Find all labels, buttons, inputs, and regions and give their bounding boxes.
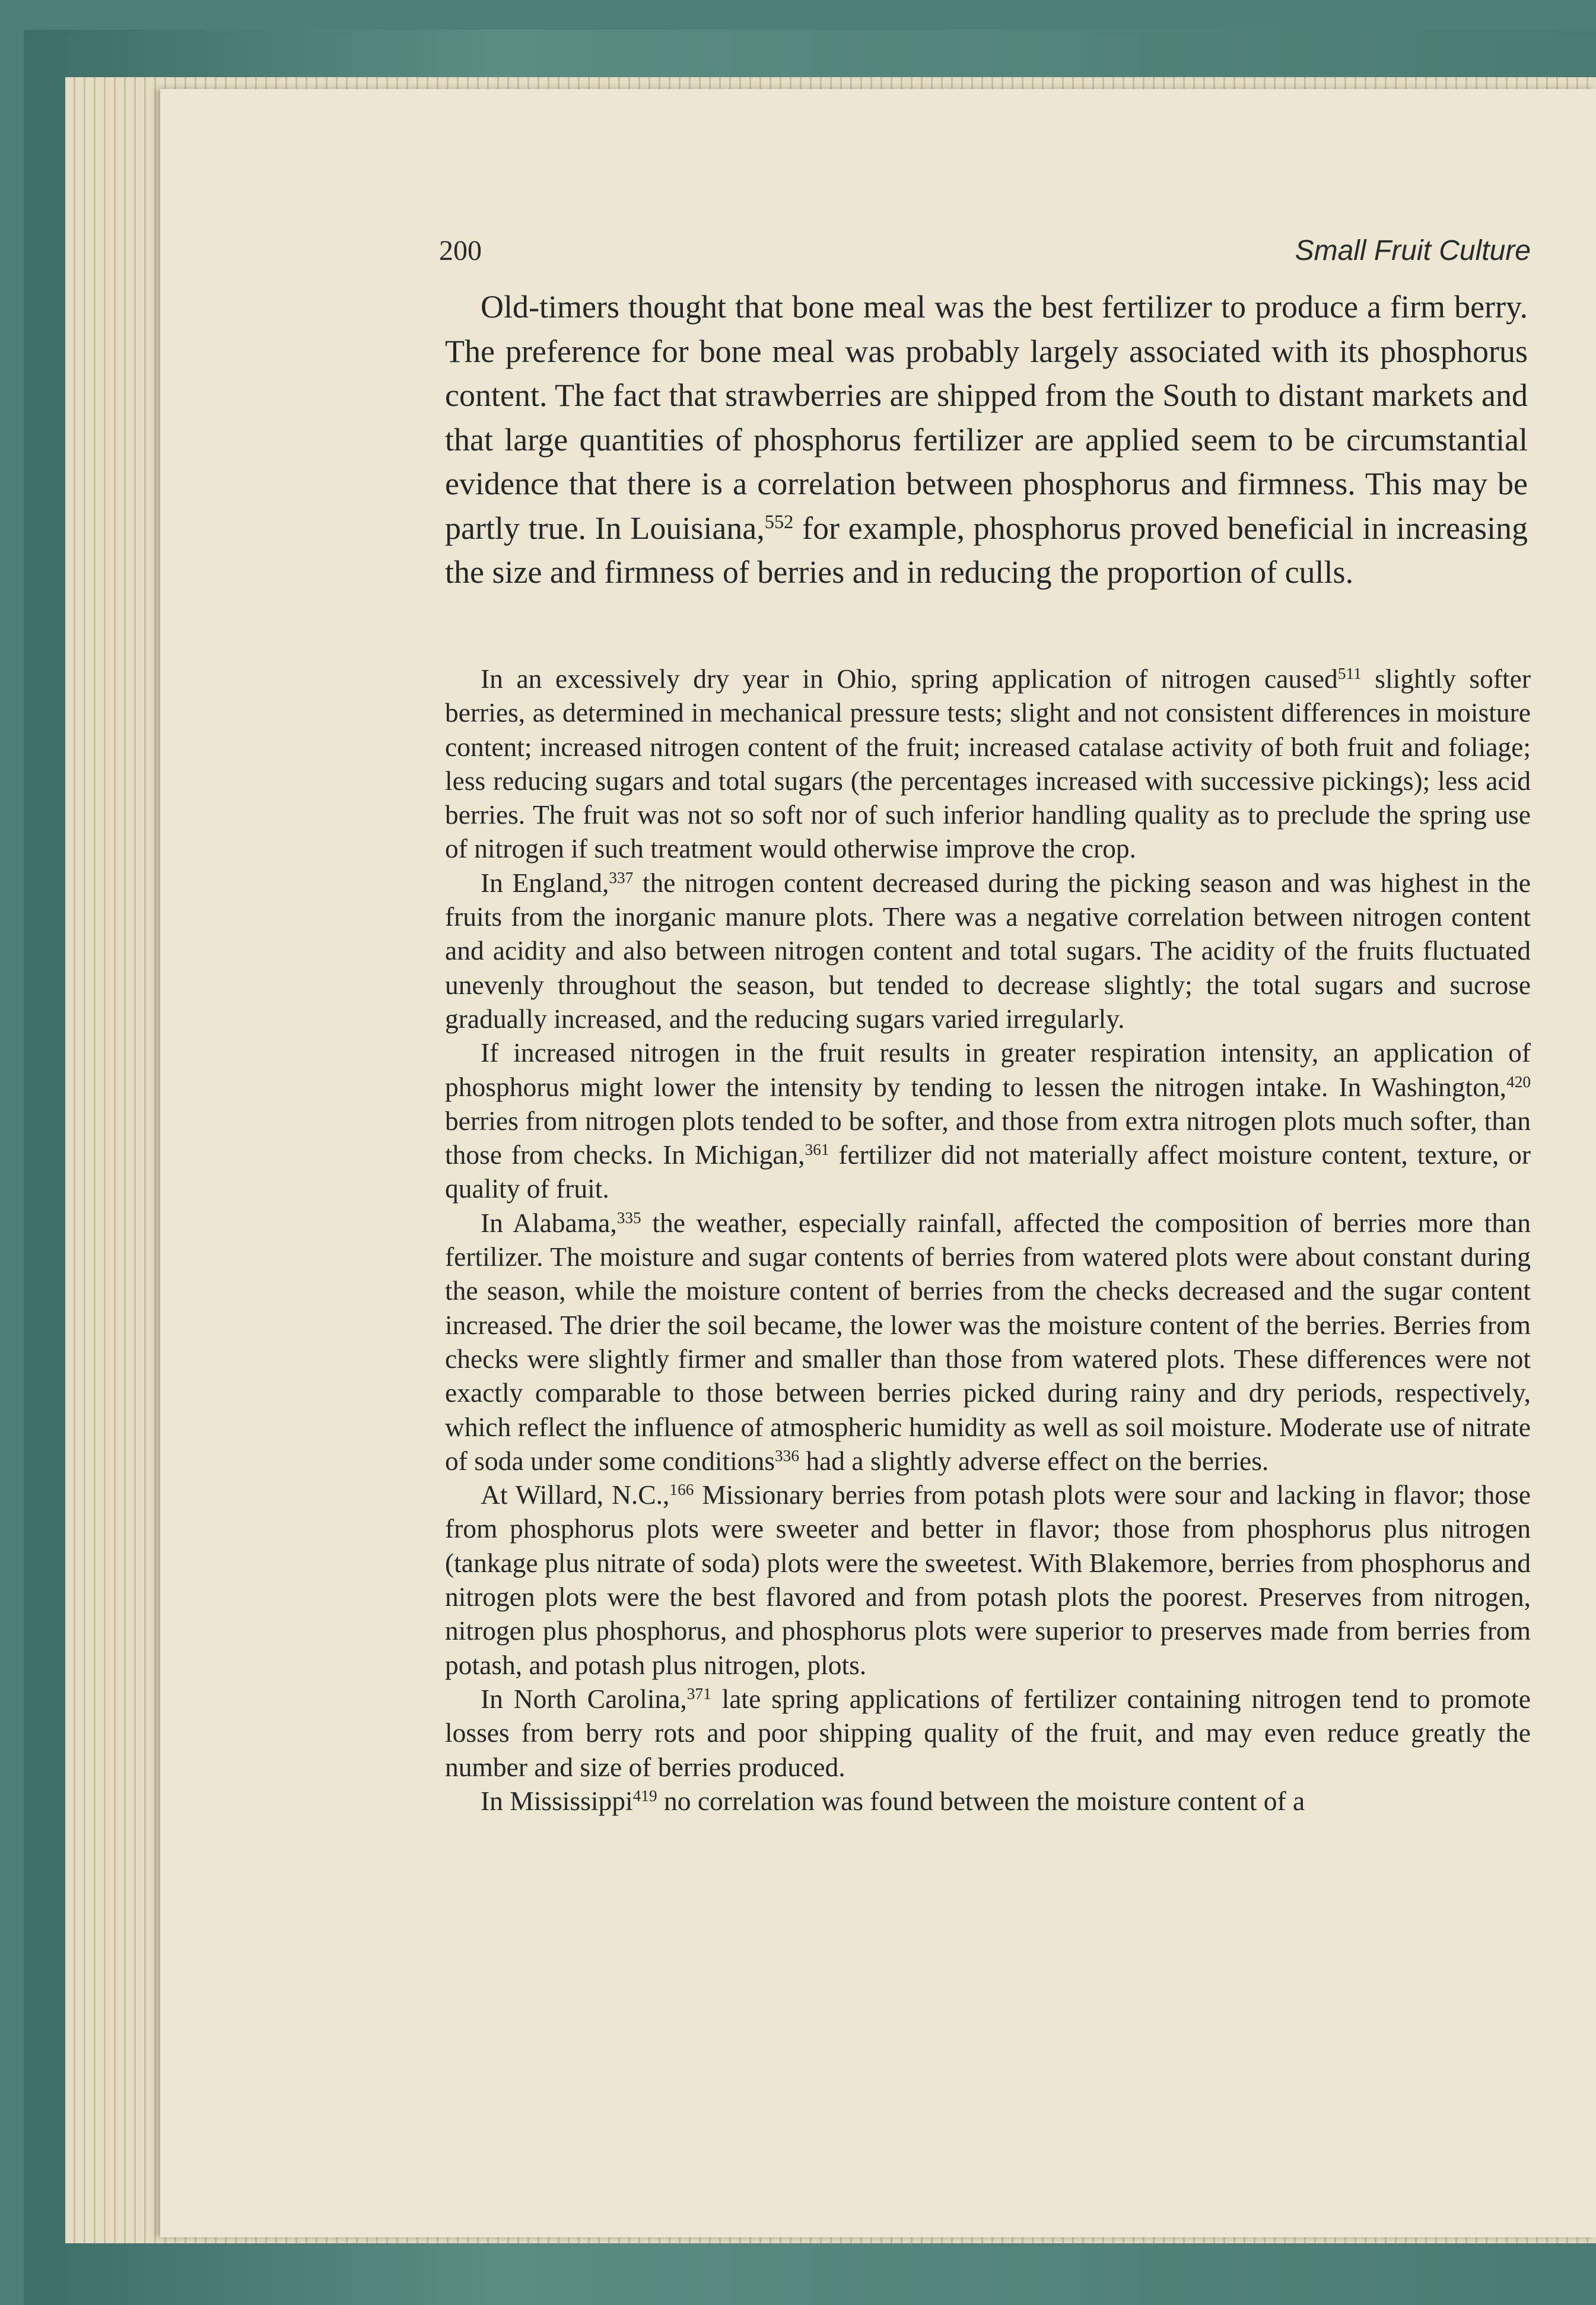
- paragraph-text: no correlation was found between the moisture content of a: [657, 1785, 1305, 1816]
- lead-paragraph: [445, 285, 1528, 595]
- paragraph-willard: [445, 1478, 1531, 1682]
- reference-number: 371: [686, 1684, 711, 1703]
- paragraph-text: berries from nitrogen plots tended to be softer, and those from extra nitrogen plots much softer, than those from checks. In Michigan,: [445, 1105, 1531, 1170]
- reference-number: 166: [669, 1481, 694, 1499]
- paragraph-text: In North Carolina,: [481, 1683, 687, 1714]
- lead-text: Old-timers thought that bone meal was the best fertilizer to produce a firm berry. The preference for bone meal was probably largely associated with its phosphorus content. The fact that strawberries are shipped from the South to distant markets and that large quantities of phosphorus fertilizer are applied seem to be circumstantial evidence that there is a correlation between phosphorus and firmness. This may be partly true. In Louisiana,: [445, 289, 1528, 546]
- paragraph-mississippi: [445, 1784, 1531, 1818]
- paragraph-text: slightly softer berries, as determined in mechanical pressure tests; slight and not consistent differences in moisture content; increased nitrogen content of the fruit; increased catalase activity of both fruit and foliage; less reducing sugars and total sugars (the percentages increased with successive pickings); less acid berries. The fruit was not so soft nor of such inferior handling quality as to preclude the spring use of nitrogen if such treatment would otherwise improve the crop.: [445, 663, 1531, 864]
- paragraph-text: In Mississippi: [481, 1785, 633, 1816]
- paragraph-text: fertilizer did not materially affect moisture content, texture, or quality of fruit.: [445, 1139, 1531, 1204]
- reference-number: 552: [764, 511, 794, 533]
- paragraph-text: the weather, especially rainfall, affected the composition of berries more than fertilizer. The moisture and sugar contents of berries from watered plots were about constant during the season, while the moisture content of berries from the checks decreased and the sugar content increased. The drier the soil became, the lower was the moisture content of the berries. Berries from checks were slightly firmer and smaller than those from watered plots. These differences were not exactly comparable to those between berries picked during rainy and dry periods, respectively, which reflect the influence of atmospheric humidity as well as soil moisture. Moderate use of nitrate of soda under some conditions: [445, 1207, 1531, 1476]
- paragraph-text: At Willard, N.C.,: [481, 1479, 670, 1510]
- reference-number: 336: [775, 1446, 799, 1465]
- paragraph-text: Missionary berries from potash plots were sour and lacking in flavor; those from phosphorus plots were sweeter and better in flavor; those from phosphorus plus nitrogen (tankage plus nitrate of soda) plots were the sweetest. With Blakemore, berries from phosphorus and nitrogen plots were the best flavored and from potash plots the poorest. Preserves from nitrogen, nitrogen plus phosphorus, and phosphorus plots were superior to preserves made from berries from potash, and potash plus nitrogen, plots.: [445, 1479, 1531, 1680]
- paragraph-alabama: [445, 1206, 1531, 1478]
- reference-number: 337: [609, 868, 634, 887]
- paragraph-text: If increased nitrogen in the fruit results in greater respiration intensity, an application of phosphorus might lower the intensity by tending to lessen the nitrogen intake. In Washington,: [445, 1037, 1531, 1102]
- reference-number: 420: [1506, 1072, 1531, 1091]
- paragraph-ohio: [445, 662, 1531, 866]
- reference-number: 419: [632, 1786, 657, 1805]
- page-number: 200: [439, 235, 482, 266]
- paragraph-text: In an excessively dry year in Ohio, spring application of nitrogen caused: [481, 663, 1338, 694]
- running-title: Small Fruit Culture: [1295, 235, 1531, 266]
- paragraph-england: [445, 866, 1531, 1036]
- reference-number: 335: [616, 1208, 641, 1227]
- paragraph-text: late spring applications of fertilizer containing nitrogen tend to promote losses from berry rots and poor shipping quality of the fruit, and may even reduce greatly the number and size of berries produced.: [445, 1683, 1531, 1782]
- lead-text-continued: for example, phosphorus proved beneficial in increasing the size and firmness of berries and in reducing the proportion of culls.: [445, 510, 1528, 590]
- paragraph-north-carolina: [445, 1682, 1531, 1784]
- paragraph-washington: [445, 1036, 1531, 1205]
- paragraph-text: had a slightly adverse effect on the berries.: [799, 1445, 1269, 1476]
- page-header: [439, 234, 1531, 276]
- reference-number: 511: [1337, 665, 1362, 682]
- reference-number: 361: [805, 1141, 829, 1159]
- body-text: [445, 662, 1531, 1818]
- paragraph-text: the nitrogen content decreased during the picking season and was highest in the fruits from the inorganic manure plots. There was a negative correlation between nitrogen content and acidity and also between nitrogen content and total sugars. The acidity of the fruits fluctuated unevenly throughout the season, but tended to decrease slightly; the total sugars and sucrose gradually increased, and the reducing sugars varied irregularly.: [445, 867, 1531, 1034]
- paragraph-text: In England,: [481, 867, 609, 898]
- paragraph-text: In Alabama,: [481, 1207, 617, 1238]
